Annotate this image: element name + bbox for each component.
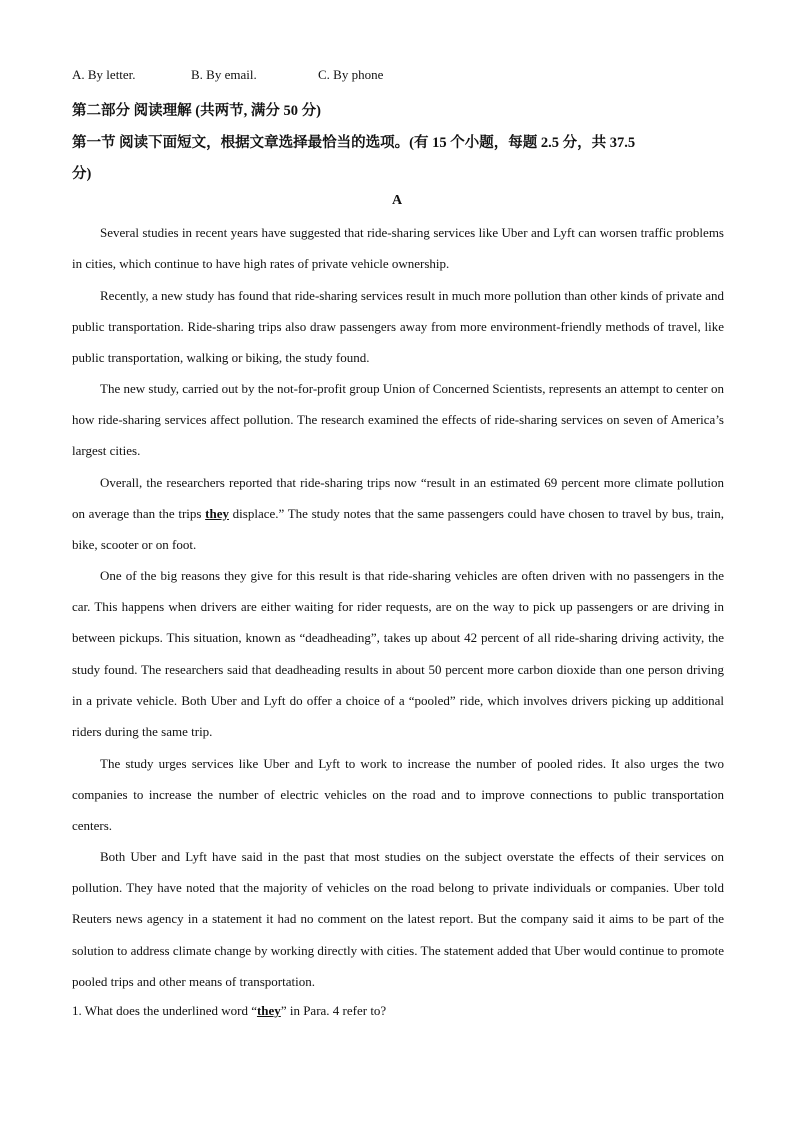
question-underlined-word: they — [256, 1003, 281, 1018]
paragraph-1: Several studies in recent years have suggested that ride-sharing services like Uber and Lyft can worsen traffic problems in cities, which continue to have high rates of private vehicle ownership. — [72, 225, 724, 272]
option-b: B. By email. — [191, 67, 257, 82]
underlined-word: they — [205, 506, 229, 522]
option-c: C. By phone — [318, 67, 384, 82]
paragraph-7: Both Uber and Lyft have said in the past that most studies on the subject overstate the effects of their services on pollution. They have noted that the majority of vehicles on the road belong to private individuals or companies. Uber told Reuters news agency in a statement it had no comment on the latest report. But the company said it aims to be part of the solution to address climate change by working directly with cities. The statement added that Uber would continue to promote pooled trips and other means of transportation. — [72, 849, 724, 989]
section-heading-line-2: 分) — [72, 166, 92, 182]
question-1: 1. What does the underlined word “they” in Para. 4 refer to? — [72, 1003, 387, 1018]
option-a: A. By letter. — [72, 67, 136, 82]
paragraph-4: Overall, the researchers reported that ride-sharing trips now “result in an estimated 69 percent more climate pollution on average than the trips they displace.” The study notes that the same passengers could have chosen to travel by bus, train, bike, scooter or on foot. — [72, 475, 724, 553]
paragraph-6: The study urges services like Uber and Lyft to work to increase the number of pooled rides. It also urges the two companies to increase the number of electric vehicles on the road and to improve connections to public transportation centers. — [72, 756, 724, 834]
section-heading-line-1: 第一节 阅读下面短文，根据文章选择最恰当的选项。(有 15 个小题，每题 2.5 分，共 37.5 — [72, 135, 636, 151]
part-heading: 第二部分 阅读理解 (共两节, 满分 50 分) — [72, 103, 321, 119]
passage-title: A — [391, 193, 403, 208]
paragraph-5: One of the big reasons they give for this result is that ride-sharing vehicles are often driven with no passengers in the car. This happens when drivers are either waiting for rider requests, are on the way to pick up passengers or are driving in between pickups. This situation, known as “deadheading”, takes up about 42 percent of all ride-sharing driving activity, the study found. The researchers said that deadheading results in about 50 percent more carbon dioxide than one person driving in a private vehicle. Both Uber and Lyft do offer a choice of a “pooled” ride, which involves drivers picking up additional riders during the same trip. — [72, 568, 724, 740]
paragraph-2: Recently, a new study has found that ride-sharing services result in much more pollution than other kinds of private and public transportation. Ride-sharing trips also draw passengers away from more environment-friendly methods of travel, like public transportation, walking or biking, the study found. — [72, 288, 724, 366]
paragraph-3: The new study, carried out by the not-for-profit group Union of Concerned Scientists, represents an attempt to center on how ride-sharing services affect pollution. The research examined the effects of ride-sharing services on seven of America’s largest cities. — [72, 381, 724, 459]
